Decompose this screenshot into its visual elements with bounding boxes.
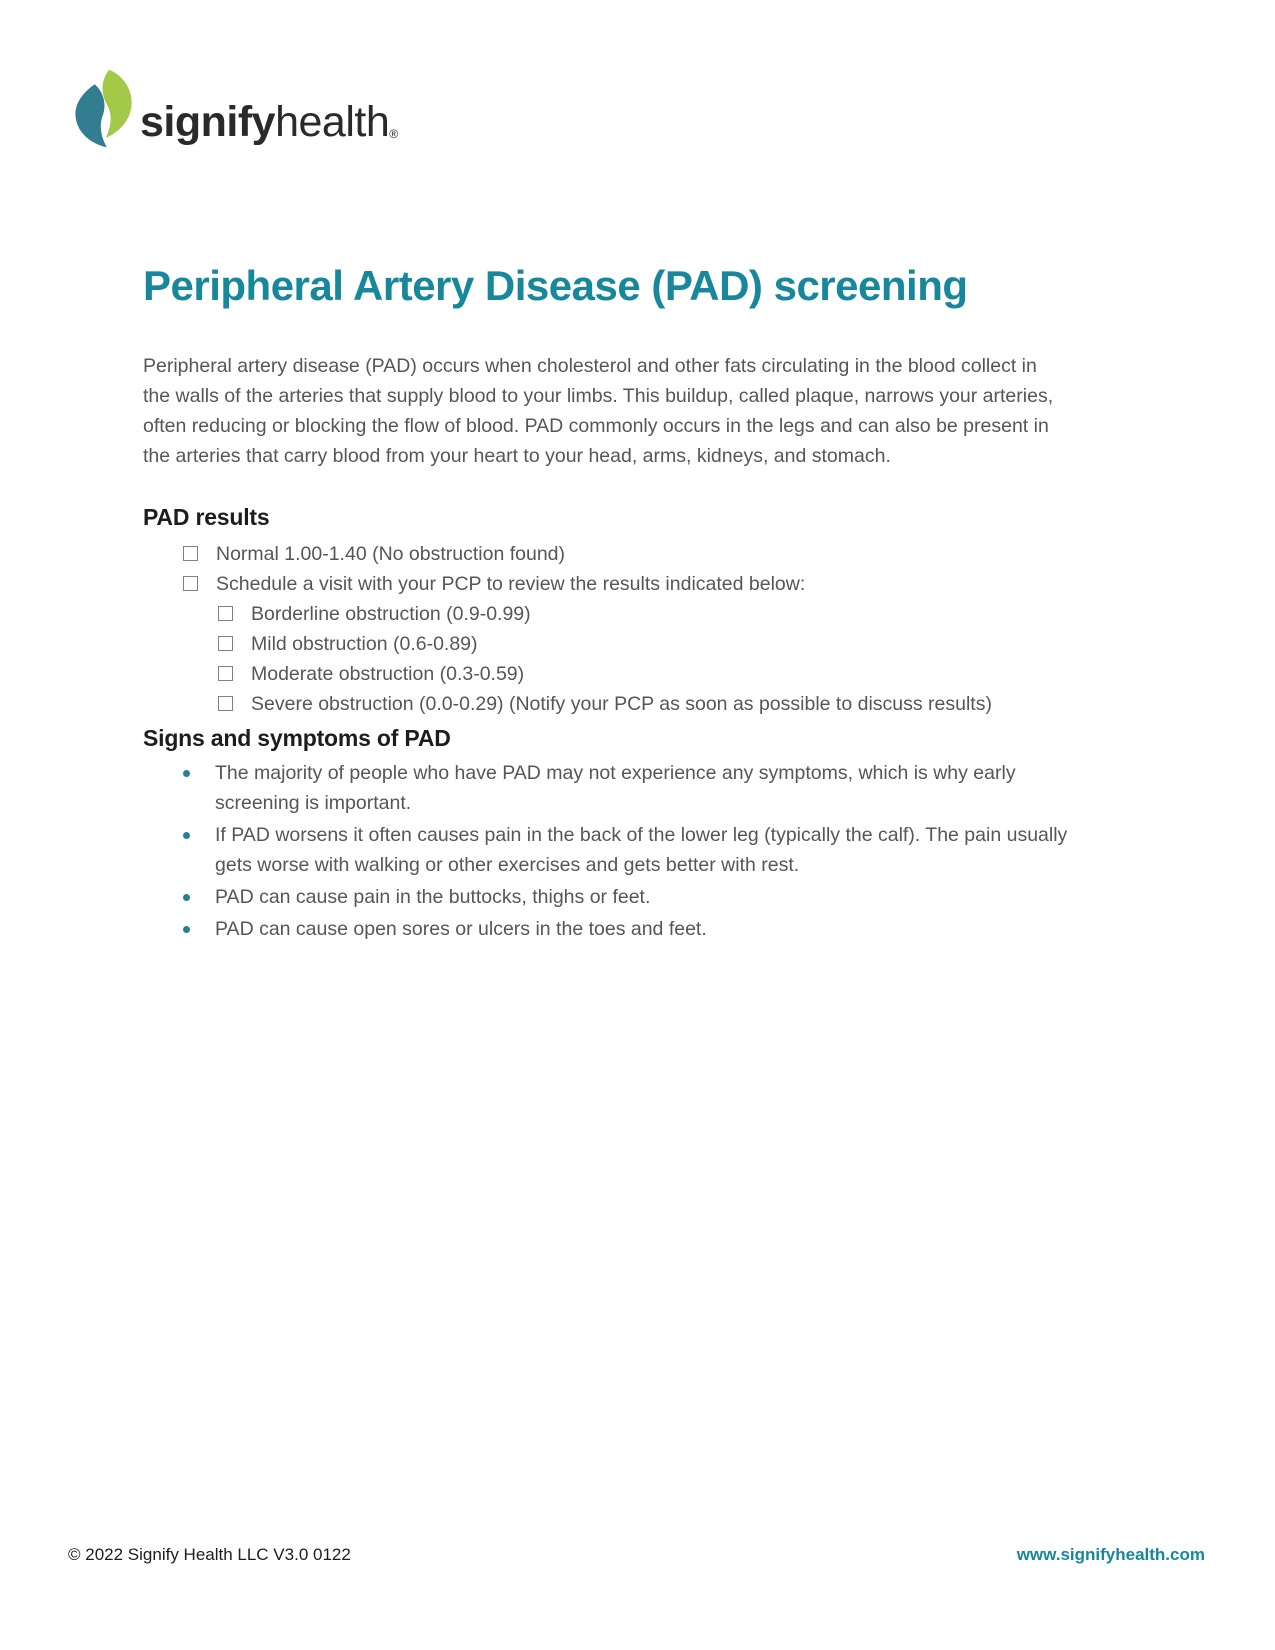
signify-leaf-icon xyxy=(66,58,146,160)
checklist-item-label: Moderate obstruction (0.3-0.59) xyxy=(251,663,525,686)
checklist-item xyxy=(143,539,1068,569)
checkbox[interactable] xyxy=(218,666,233,681)
page-footer xyxy=(68,1545,1205,1565)
checklist-item-label: Borderline obstruction (0.9-0.99) xyxy=(251,603,531,626)
website-link[interactable]: www.signifyhealth.com xyxy=(1016,1545,1205,1564)
list-item xyxy=(143,758,1068,818)
pad-results-checklist xyxy=(143,539,1068,719)
list-item-text: If PAD worsens it often causes pain in the back of the lower leg (typically the calf). The pain usually gets worse with walking or other exercises and gets better with rest. xyxy=(215,824,1068,877)
bullet-icon xyxy=(183,832,190,839)
section-heading-signs-symptoms: Signs and symptoms of PAD xyxy=(143,725,451,752)
checkbox[interactable] xyxy=(218,636,233,651)
checklist-item xyxy=(143,569,1068,599)
checklist-item xyxy=(143,689,1068,719)
checkbox[interactable] xyxy=(218,606,233,621)
list-item-text: PAD can cause pain in the buttocks, thighs or feet. xyxy=(215,886,651,909)
symptoms-bullet-list xyxy=(143,758,1068,944)
section-heading-pad-results: PAD results xyxy=(143,504,270,531)
brand-health: health xyxy=(275,97,390,146)
checklist-item-label: Normal 1.00-1.40 (No obstruction found) xyxy=(216,543,566,566)
checkbox[interactable] xyxy=(183,576,198,591)
checklist-item xyxy=(143,659,1068,689)
brand-wordmark xyxy=(140,72,398,147)
bullet-icon xyxy=(183,926,190,933)
list-item xyxy=(143,914,1068,944)
list-item xyxy=(143,820,1068,880)
bullet-icon xyxy=(183,894,190,901)
checklist-item xyxy=(143,599,1068,629)
list-item-text: PAD can cause open sores or ulcers in the toes and feet. xyxy=(215,918,707,941)
checklist-item-label: Severe obstruction (0.0-0.29) (Notify your PCP as soon as possible to discuss results) xyxy=(251,693,992,716)
main-content xyxy=(143,262,1068,946)
registered-trademark-symbol: ® xyxy=(389,126,398,141)
list-item xyxy=(143,882,1068,912)
signify-health-logo xyxy=(66,58,398,160)
checklist-item-label: Schedule a visit with your PCP to review the results indicated below: xyxy=(216,573,806,596)
intro-paragraph: Peripheral artery disease (PAD) occurs when cholesterol and other fats circulating in the blood collect in the walls of the arteries that supply blood to your limbs. This buildup, called plaque, narrows your arteries, often reducing or blocking the flow of blood. PAD commonly occurs in the legs and can also be present in the arteries that carry blood from your heart to your head, arms, kidneys, and stomach. xyxy=(143,355,1054,468)
bullet-icon xyxy=(183,770,190,777)
checklist-item-label: Mild obstruction (0.6-0.89) xyxy=(251,633,478,656)
brand-signify: signify xyxy=(140,97,276,146)
checkbox[interactable] xyxy=(218,696,233,711)
checklist-item xyxy=(143,629,1068,659)
checkbox[interactable] xyxy=(183,546,198,561)
page-title: Peripheral Artery Disease (PAD) screening xyxy=(143,262,968,309)
list-item-text: The majority of people who have PAD may not experience any symptoms, which is why early screening is important. xyxy=(215,762,1016,815)
copyright-text: © 2022 Signify Health LLC V3.0 0122 xyxy=(68,1545,351,1564)
